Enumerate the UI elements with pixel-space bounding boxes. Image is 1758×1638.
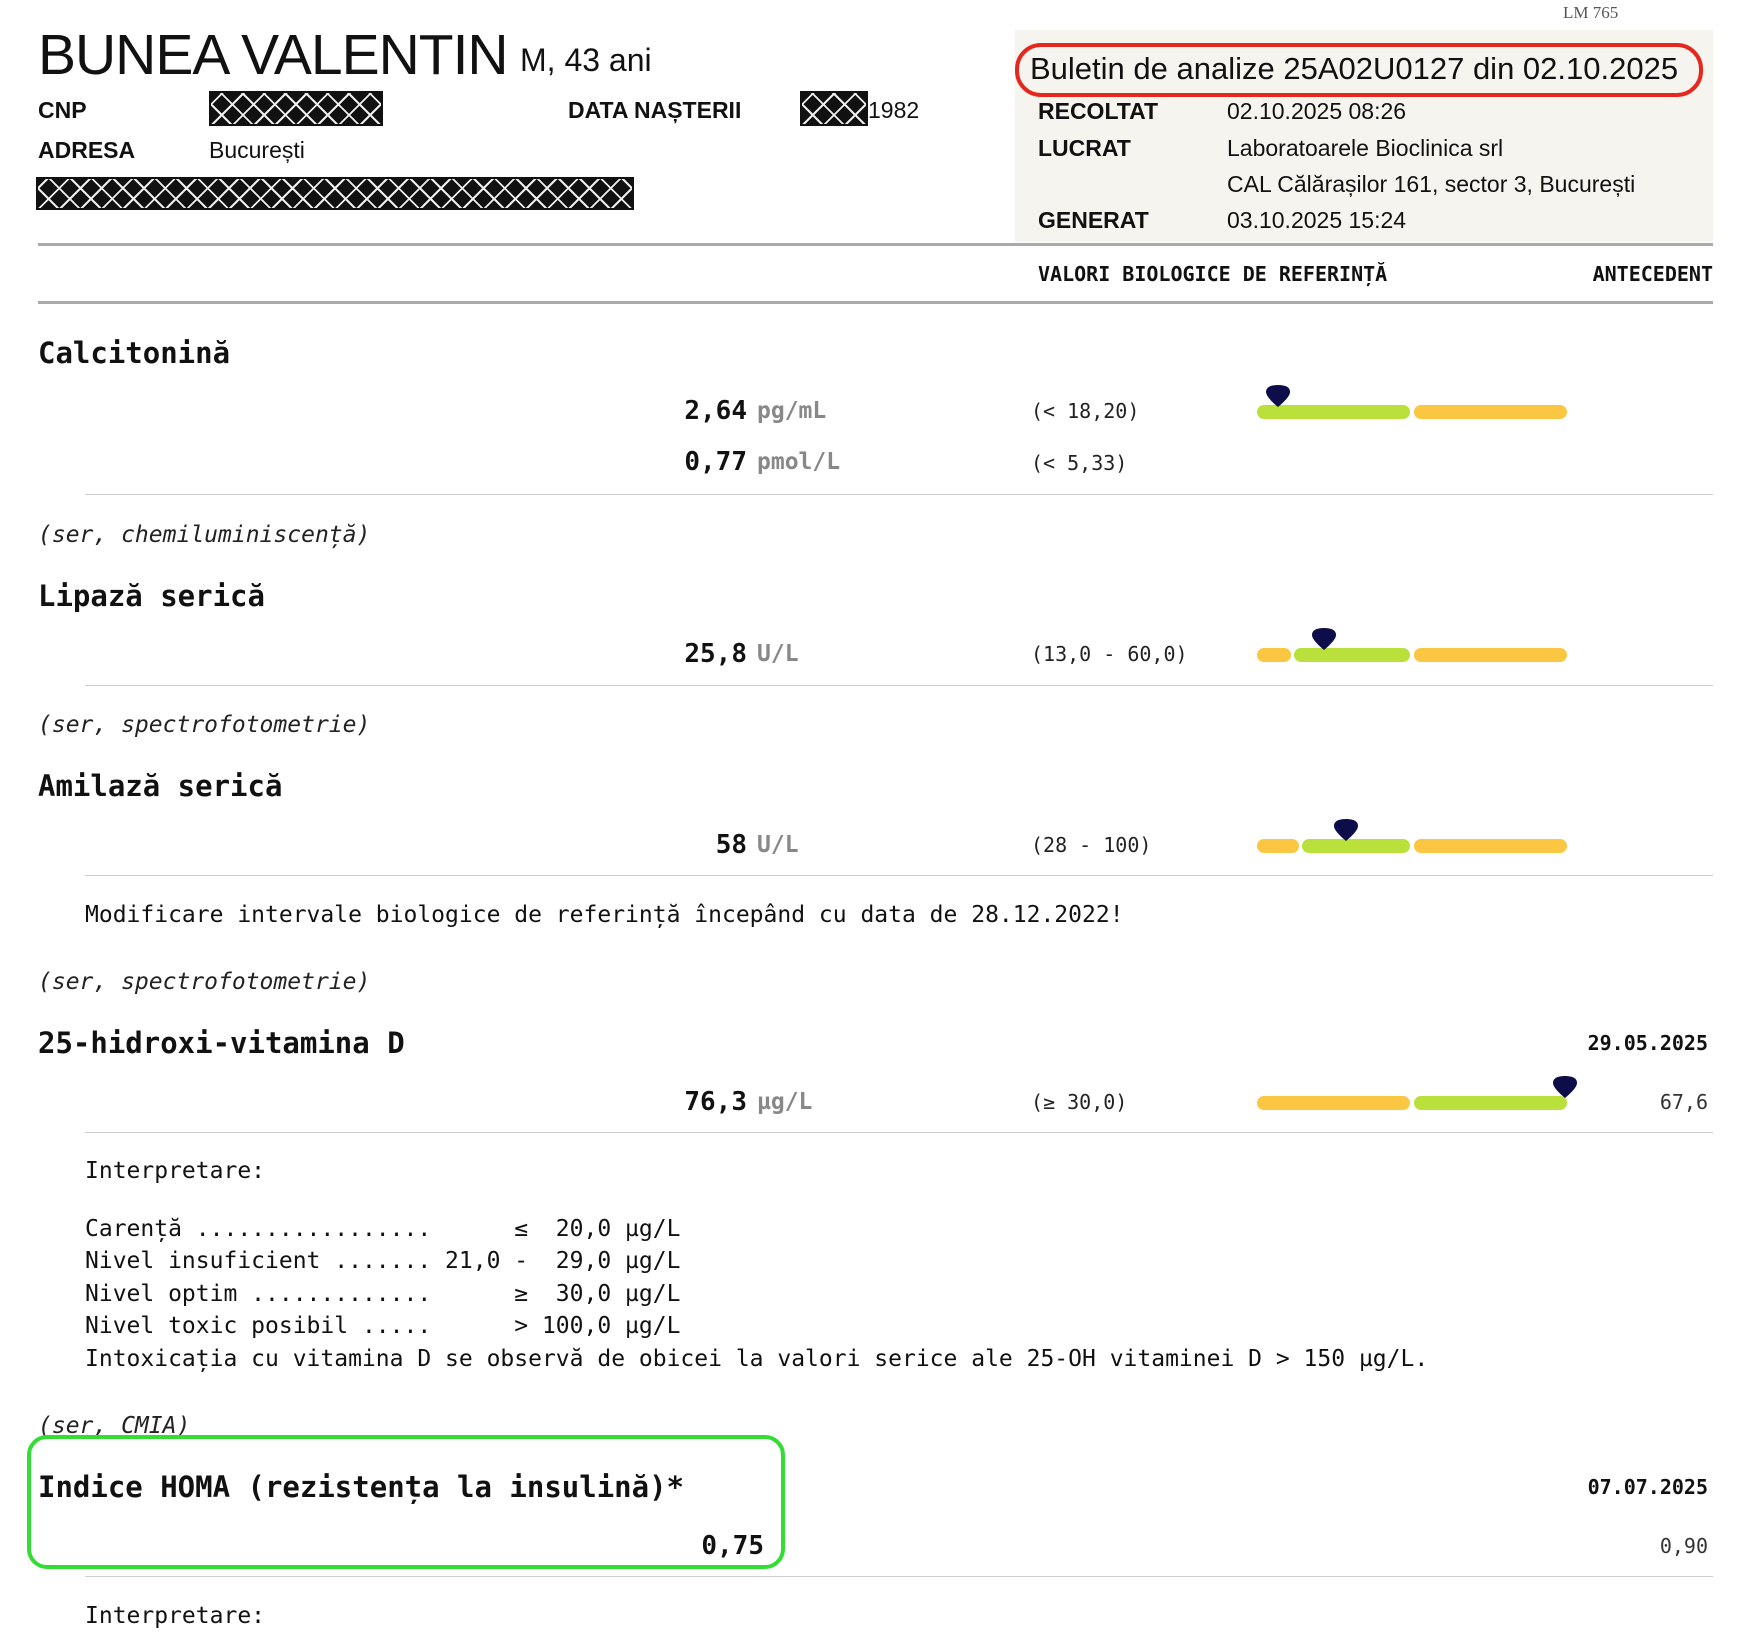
result-value: 2,64	[684, 396, 747, 426]
birth-date-redacted	[800, 91, 868, 126]
antecedent-column-header: ANTECEDENT	[1592, 262, 1713, 286]
marker-icon	[1263, 383, 1293, 413]
result-value: 0,77	[684, 447, 747, 477]
result-unit: µg/L	[757, 1089, 813, 1115]
result-unit: U/L	[757, 832, 799, 858]
lucrat-value: Laboratoarele Bioclinica srl	[1227, 135, 1504, 161]
birth-date-label: DATA NAȘTERII	[568, 97, 742, 123]
bulletin-title: Buletin de analize 25A02U0127 din 02.10.2025	[1030, 51, 1679, 86]
method-note: (ser, spectrofotometrie)	[38, 712, 371, 738]
columns-divider	[38, 301, 1713, 304]
interpretation-line: Nivel insuficient ....... 21,0 - 29,0 µg/L	[85, 1248, 681, 1274]
range-bar	[1257, 1096, 1567, 1110]
reference-range: (28 - 100)	[1031, 833, 1152, 857]
row-divider	[85, 1132, 1713, 1133]
method-note: (ser, chemiluminiscență)	[38, 522, 371, 548]
reference-range: (≥ 30,0)	[1031, 1090, 1128, 1114]
generat-label: GENERAT	[1038, 207, 1149, 233]
result-value: 58	[715, 830, 747, 860]
address-label: ADRESA	[38, 137, 136, 163]
recoltat-value: 02.10.2025 08:26	[1227, 98, 1407, 124]
marker-icon	[1309, 626, 1339, 656]
interpretation-line: Nivel toxic posibil ..... > 100,0 µg/L	[85, 1313, 681, 1339]
test-title-amilaza: Amilază serică	[38, 769, 283, 803]
recoltat-label: RECOLTAT	[1038, 98, 1159, 124]
antecedent-date: 07.07.2025	[1587, 1475, 1708, 1499]
generat-value: 03.10.2025 15:24	[1227, 207, 1407, 233]
method-note: (ser, CMIA)	[38, 1413, 191, 1439]
interpretation-line: Nivel optim ............. ≥ 30,0 µg/L	[85, 1281, 681, 1307]
antecedent-value: 67,6	[1659, 1090, 1708, 1114]
lab-code: LM 765	[1563, 3, 1619, 22]
interpretation-line: Carență ................. ≤ 20,0 µg/L	[85, 1216, 681, 1242]
row-divider	[85, 875, 1713, 876]
row-divider	[85, 494, 1713, 495]
reference-change-note: Modificare intervale biologice de referință începând cu data de 28.12.2022!	[85, 902, 1124, 928]
header-divider	[38, 243, 1713, 246]
test-title-vitamina-d: 25-hidroxi-vitamina D	[38, 1026, 405, 1060]
reference-column-header: VALORI BIOLOGICE DE REFERINȚĂ	[1038, 262, 1388, 286]
address-city: București	[209, 137, 305, 163]
method-note: (ser, spectrofotometrie)	[38, 969, 371, 995]
marker-icon	[1550, 1074, 1580, 1104]
address-redacted	[36, 177, 634, 210]
range-bar	[1257, 405, 1567, 419]
antecedent-value: 0,90	[1659, 1534, 1708, 1558]
range-bar	[1257, 648, 1567, 662]
result-value: 76,3	[684, 1087, 747, 1117]
result-unit: pg/mL	[757, 398, 827, 424]
birth-year: 1982	[868, 97, 920, 123]
test-title-lipaza: Lipază serică	[38, 579, 265, 613]
marker-icon	[1331, 817, 1361, 847]
result-unit: U/L	[757, 641, 799, 667]
result-unit: pmol/L	[757, 449, 841, 475]
reference-range: (< 18,20)	[1031, 399, 1140, 423]
range-bar	[1257, 839, 1567, 853]
lucrat-label: LUCRAT	[1038, 135, 1131, 161]
test-title-homa: Indice HOMA (rezistența la insulină)*	[38, 1470, 685, 1504]
interpretation-line: Intoxicația cu vitamina D se observă de obicei la valori serice ale 25-OH vitaminei D > 150 µg/L.	[85, 1346, 1429, 1372]
interpretation-label: Interpretare:	[85, 1603, 266, 1629]
reference-range: (< 5,33)	[1031, 451, 1128, 475]
cnp-label: CNP	[38, 97, 87, 123]
reference-range: (13,0 - 60,0)	[1031, 642, 1188, 666]
patient-name: BUNEA VALENTIN	[38, 23, 508, 87]
patient-sex-age: M, 43 ani	[520, 42, 652, 78]
row-divider	[85, 1576, 1713, 1577]
cnp-redacted	[209, 91, 383, 126]
test-title-calcitonina: Calcitonină	[38, 336, 231, 370]
result-value: 25,8	[684, 639, 747, 669]
interpretation-label: Interpretare:	[85, 1158, 266, 1184]
result-value: 0,75	[701, 1531, 764, 1561]
lucrat-address: CAL Călărașilor 161, sector 3, București	[1227, 171, 1636, 197]
row-divider	[85, 685, 1713, 686]
antecedent-date: 29.05.2025	[1587, 1031, 1708, 1055]
